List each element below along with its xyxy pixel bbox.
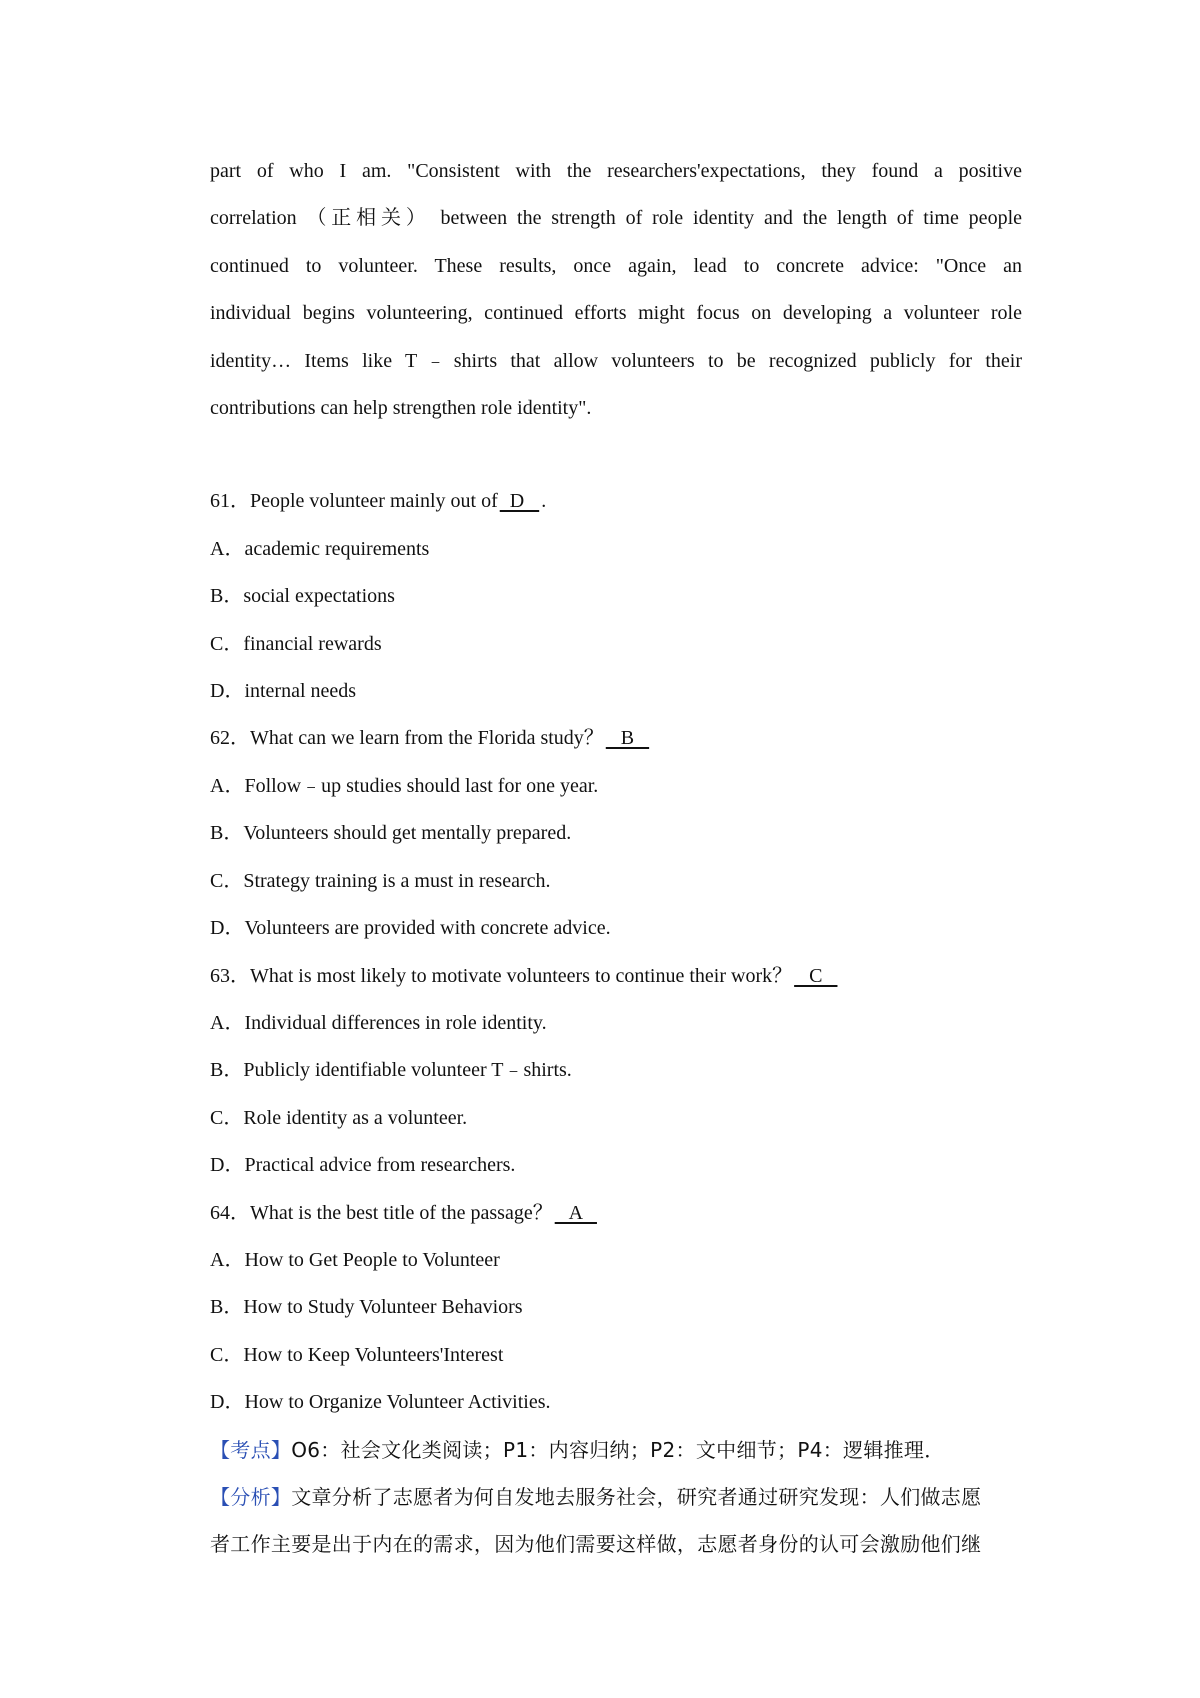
- option-a: A．Follow﹣up studies should last for one year.: [210, 774, 599, 797]
- question-63: [210, 953, 1022, 1190]
- option-d: D．Volunteers are provided with concrete advice.: [210, 917, 611, 940]
- option-d: D．How to Organize Volunteer Activities.: [210, 1391, 551, 1414]
- question-stem: 63．What is most likely to motivate volunteers to continue their work？ C: [210, 953, 1022, 1000]
- passage-line: continued to volunteer. These results, once again, lead to concrete advice: "Once an: [210, 254, 1022, 277]
- fenxi-text: 文章分析了志愿者为何自发地去服务社会，研究者通过研究发现：人们做志愿: [291, 1484, 982, 1509]
- answer-blank: A: [554, 1201, 597, 1224]
- question-stem: 64．What is the best title of the passage？ A: [210, 1190, 1022, 1237]
- fenxi-line: [210, 1474, 1022, 1521]
- spacer: [210, 432, 1022, 478]
- option-c: C．How to Keep Volunteers'Interest: [210, 1343, 504, 1366]
- question-64: [210, 1190, 1022, 1427]
- fenxi-line-2: 者工作主要是出于内在的需求，因为他们需要这样做，志愿者身份的认可会激励他们继: [210, 1532, 982, 1557]
- option-a: A．Individual differences in role identity.: [210, 1011, 547, 1034]
- passage-paragraph: [210, 148, 1022, 432]
- kaodian-text: O6：社会文化类阅读；P1：内容归纳；P2：文中细节；P4：逻辑推理．: [291, 1437, 945, 1462]
- passage-line: contributions can help strengthen role identity".: [210, 397, 592, 420]
- passage-line: correlation （正相关） between the strength of role identity and the length of time people: [210, 207, 1022, 230]
- question-62: [210, 715, 1022, 952]
- option-d: D．internal needs: [210, 680, 357, 703]
- passage-line: individual begins volunteering, continued efforts might focus on developing a volunteer role: [210, 302, 1022, 325]
- option-d: D．Practical advice from researchers.: [210, 1154, 516, 1177]
- option-a: A．How to Get People to Volunteer: [210, 1248, 500, 1271]
- kaodian-line: [210, 1427, 1022, 1474]
- fenxi-tag: 【分析】: [210, 1484, 292, 1509]
- answer-blank: C: [794, 964, 838, 987]
- kaodian-tag: 【考点】: [210, 1437, 292, 1462]
- option-c: C．Strategy training is a must in research.: [210, 869, 551, 892]
- answer-blank: B: [605, 727, 650, 750]
- option-b: B．Volunteers should get mentally prepared.: [210, 822, 572, 845]
- question-stem: 61．People volunteer mainly out of D .: [210, 478, 1022, 525]
- document-page: [210, 148, 1022, 1569]
- question-61: [210, 478, 1022, 715]
- option-b: B．social expectations: [210, 585, 395, 608]
- option-b: B．How to Study Volunteer Behaviors: [210, 1296, 523, 1319]
- passage-line: part of who I am. "Consistent with the researchers'expectations, they found a positive: [210, 160, 1022, 182]
- answer-blank: D: [499, 490, 540, 513]
- question-stem: 62．What can we learn from the Florida study？ B: [210, 715, 1022, 762]
- option-c: C．financial rewards: [210, 632, 382, 655]
- passage-line: identity… Items like T﹣shirts that allow volunteers to be recognized publicly for their: [210, 349, 1022, 372]
- option-c: C．Role identity as a volunteer.: [210, 1106, 468, 1129]
- option-b: B．Publicly identifiable volunteer T﹣shirts.: [210, 1059, 572, 1082]
- option-a: A．academic requirements: [210, 537, 430, 560]
